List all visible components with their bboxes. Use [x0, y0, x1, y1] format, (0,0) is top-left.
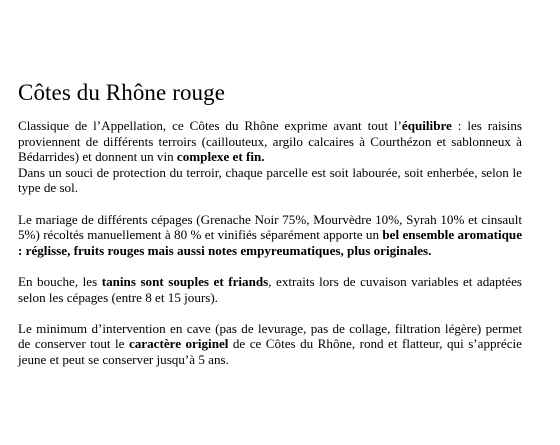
text-run-bold: complexe et fin. [176, 149, 265, 165]
document-title: Côtes du Rhône rouge [18, 80, 226, 105]
text-run: de ce Côtes du Rhône, rond et flatteur, qui s’apprécie jeune et peut se conserver jusqu’à 5 ans. [18, 336, 522, 367]
text-run: Classique de l’Appellation, ce Côtes du Rhône exprime avant tout l’ [18, 118, 402, 133]
document-page [18, 78, 522, 368]
text-run: : les raisins proviennent de différents terroirs (caillouteux, argilo calcaires à Courthézon et sablonneux à Bédarrides) et donnent un vin [18, 118, 522, 165]
paragraph-1 [18, 118, 522, 165]
text-run-bold: tanins sont souples et friands [101, 273, 269, 289]
text-run: Le minimum d’intervention en cave (pas de levurage, pas de collage, filtration légère) permet de conserver tout le [18, 320, 522, 352]
text-run-bold: caractère originel [128, 336, 229, 352]
text-run: Le mariage de différents cépages (Grenache Noir 75%, Mourvèdre 10%, Syrah 10% et cinsault 5%) récoltés manuellement à 80 % et vinifiés séparément apporte un [18, 211, 522, 243]
paragraph-2 [18, 165, 522, 196]
text-run: , extraits lors de cuvaison variables et adaptées selon les cépages (entre 8 et 15 jours). [18, 273, 522, 305]
paragraph-3 [18, 212, 522, 259]
text-run-bold: bel ensemble aromatique : réglisse, fruits rouges mais aussi notes empyreumatiques, plus originales. [18, 227, 522, 258]
paragraph-5 [18, 321, 522, 368]
text-run-bold: équilibre [401, 118, 452, 133]
paragraph-4 [18, 274, 522, 305]
text-run: En bouche, les [18, 273, 102, 289]
text-run: Dans un souci de protection du terroir, chaque parcelle est soit labourée, soit enherbée, selon le type de sol. [18, 164, 522, 196]
